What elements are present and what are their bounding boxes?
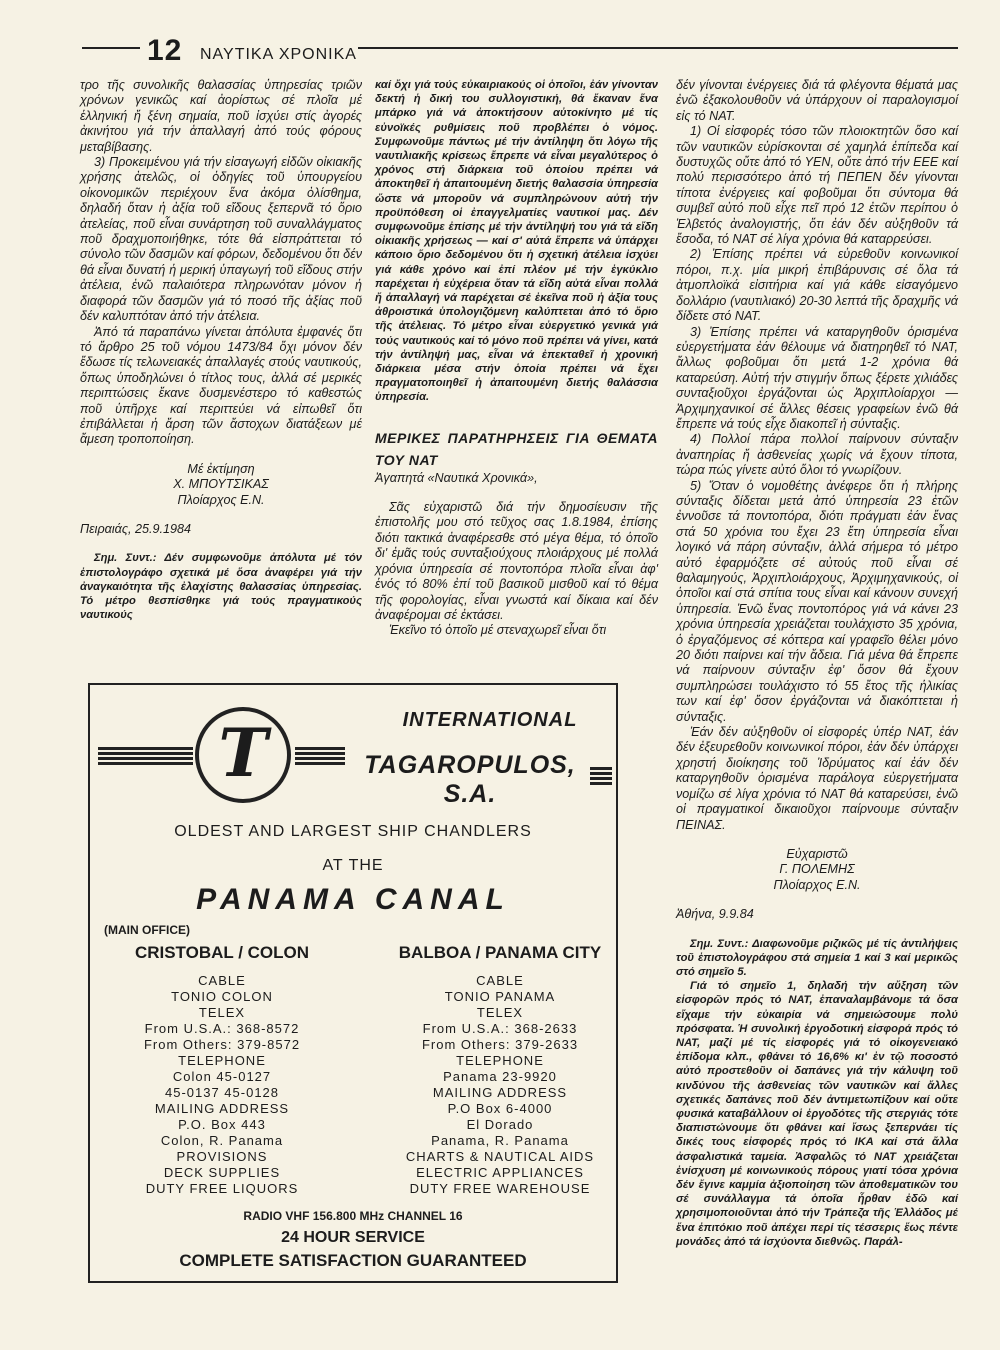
tagline: OLDEST AND LARGEST SHIP CHANDLERS [174, 823, 532, 840]
brand-line-2: TAGAROPULOS, S.A. [364, 751, 576, 808]
letter2-point-4: 4) Πολλοί πάρα πολλοί παίρνουν σύνταξιν ἀναπηρίας ἤ ἀσθενείας χωρίς νά ἔχουν τίποτα, τώρα πώς γίνετε αὐτό ὅλοι τό γνωρίζουν. [676, 432, 958, 478]
column-2 [375, 78, 658, 639]
office-right-line: TELEPHONE [456, 1053, 544, 1068]
letter2-paragraph: Σᾶς εὐχαριστῶ διά τήν δημοσίευσιν τῆς ἐπιστολῆς μου στό τεῦχος σας 1.8.1984, ἐπίσης διότι τακτικά ἀναφέρεσθε στό μέγα θέμα, τό ὁποῖο δι' ἐμᾶς τούς συνταξιούχους πλοιάρχους μέ πολλά χρόνια ὑπηρεσία σέ ποντοπόρα πλοῖα εἶναι ἀφ' ἑνός τό 80% ἐπί τοῦ βασικοῦ μισθοῦ καί τό θέμα τῆς φορολογίας, εἶναι γνωστά καί δίκαια καί δέν ἀναφέρομαι σέ ἐκτάσει. [375, 500, 658, 622]
location-panama-canal: PANAMA CANAL [196, 883, 510, 916]
letter1-closing: Μέ ἐκτίμηση [187, 461, 255, 476]
office-right-line: CABLE [476, 973, 524, 988]
letter2-closing: Εὐχαριστῶ [786, 846, 848, 861]
letter2-signer: Γ. ΠΟΛΕΜΗΣ [779, 862, 855, 877]
company-logo [195, 707, 291, 803]
office-left-line: TONIO COLON [171, 989, 273, 1004]
office-right-line: TELEX [476, 1005, 524, 1020]
letter2-paragraph: Ἐάν δέν αὐξηθοῦν οἱ εἰσφορές ὑπέρ ΝΑΤ, ἐάν δέν ἐξευρεθοῦν κοινωνικοί πόροι, ἐάν δέν ὑπάρχει χρηστή διοίκησης τοῦ Ἱδρύματος καί ἐάν δέν καταργηθοῦν ὁρισμένα παράλογα εὐεργετήματα νομίζω σέ λίγα χρόνια τό ΝΑΤ θά καταρεύσει, ἐνῶ οἱ πραγματικοί δικαιοῦχοι παίρνουμε σύνταξιν ΠΕΙΝΑΣ. [676, 725, 958, 832]
letter2-paragraph: δέν γίνονται ἐνέργειες διά τά φλέγοντα θέματά μας ἐνῶ ἐξακολουθοῦν νά ὑπάρχουν οἱ παραλογισμοί εἰς τό ΝΑΤ. [676, 78, 958, 123]
brand-line-1: INTERNATIONAL [402, 709, 578, 731]
letter2-salutation: Ἀγαπητά «Ναυτικά Χρονικά», [375, 470, 538, 485]
office-left-line: TELEPHONE [178, 1053, 266, 1068]
letter2-point-5: 5) Ὅταν ὁ νομοθέτης ἀνέφερε ὅτι ἡ πλήρης σύνταξις δίδεται μετά ἀπό ὑπηρεσία 23 ἐτῶν ἐννοῦσε τά ποντοπόρα, διότι πράγματι ἐάν ἕνας στά 50 χρόνια του ἔχει 23 ἔτη ὑπηρεσία εἶναι λογικό νά πάρη σύνταξιν, ἀλλά σήμερα τό μέτρο αὐτό ἐφαρμόζετε σέ αὐτούς ποῦ εἶναι σέ θαλαμηγούς, Ἀρχιπλοιάρχους, Ἀρχιμηχανικούς, οἱ ὁποῖοι καί στά σπίτια τους εἶναι καί κάνουν συνεχή ὑπηρεσία. Ἐνῶ ἕνας ποντοπόρος γιά νά κάνει 23 χρόνια ὑπηρεσία χρειάζεται τουλάχιστο 35 χρόνια, ὁ ἐργαζόμενος σέ κόττερα καί γραφεῖο θέλει μόνο 20 διότι παίρνει καί τήν ἄδεια. Γιά μένα θά ἔπρεπε νά παίρνουν σύνταξιν ἐφ' ὅσον θά ἔχουν συμπληρώσει τουλάχιστο τό 55 ἔτος τῆς ἡλικίας των καί ἐφ' ὅσον ἐργάζονται νά διακόπτεται ἡ σύνταξις. [676, 478, 958, 724]
tagaropulos-advertisement [88, 683, 618, 1283]
office-right-line: From U.S.A.: 368-2633 [422, 1021, 578, 1036]
office-right-line: ELECTRIC APPLIANCES [416, 1165, 584, 1180]
header-rule-left [82, 47, 140, 49]
header-rule-right [358, 47, 958, 49]
office-right-line: Panama 23-9920 [443, 1069, 557, 1084]
office-left-line: DUTY FREE LIQUORS [145, 1181, 299, 1196]
letter2-point-1: 1) Οἱ εἰσφορές τόσο τῶν πλοιοκτητῶν ὅσο καί τῶν ναυτικῶν εὑρίσκονται σέ χαμηλά ἐπίπεδα καί δυστυχῶς οὔτε ἀπό τό ΥΕΝ, οὔτε ἀπό τήν ΕΕΕ καί πολύ περισσότερο ἀπό τή ΠΕΠΕΝ δέν γίνονται τίποτα ἐνέργειες καί φοβοῦμαι ὅτι σύντομα θά συμβεῖ αὐτό ποῦ εἶχε πεῖ πρό 12 ἐτῶν περίπου ὁ Ἐλβετός ἀναλογιστής, ὅτι ἐάν δέν αὐξηθοῦν τά ἔσοδα, τό ΝΑΤ σέ λίγα χρόνια θά καταρρεύσει. [676, 124, 958, 247]
magazine-title: ΝΑΥΤΙΚΑ ΧΡΟΝΙΚΑ [200, 46, 357, 63]
article-heading: ΜΕΡΙΚΕΣ ΠΑΡΑΤΗΡΗΣΕΙΣ ΓΙΑ ΘΕΜΑΤΑ ΤΟΥ ΝΑΤ [375, 429, 658, 468]
letter2-place-date: Ἀθήνα, 9.9.84 [676, 907, 754, 922]
office-left-line: P.O. Box 443 [178, 1117, 266, 1132]
letter1-place-date: Πειραιάς, 25.9.1984 [80, 521, 191, 536]
decorative-stripes-middle [295, 747, 345, 767]
service-line: 24 HOUR SERVICE [281, 1229, 425, 1246]
office-right-line: DUTY FREE WAREHOUSE [409, 1181, 591, 1196]
office-left-line: PROVISIONS [176, 1149, 268, 1164]
office-right-details [380, 973, 620, 1197]
office-left-details [102, 973, 342, 1197]
letter1-paragraph: 3) Προκειμένου γιά τήν εἰσαγωγή εἰδῶν οἰκιακῆς χρήσης ἀτελῶς, οἱ ὁδηγίες τοῦ ὑπουργείου οἰκονομικῶν περιέχουν ἕνα ἀκόμα ὀλίσθημα, δηλαδή ὅταν ἡ ἀξία τοῦ εἴδους ξεπερνᾶ τό ὅριο ἀτελείας, ποῦ εἶναι συνάρτηση τοῦ συναλλάγματος ποῦ δραχμοποιήθηκε, τότε θά εἰσπράττεται τό σύνολο τῶν δασμῶν καί φόρων, δεδομένου ὅτι δέν θά εἶναι δυνατή ἡ μερική ὑπαγωγή τοῦ εἴδους στήν ἀτέλεια, ἐνῶ παλαιότερα πληρωνόταν μόνον ἡ διαφορά τῶν δασμῶν γιά τό ποσό τῆς ἀξίας ποῦ δέν καλυπτόταν ἀπό τήν ἀτέλεια. [80, 155, 362, 324]
page-number: 12 [147, 34, 183, 67]
office-left-line: CABLE [198, 973, 246, 988]
office-right-line: From Others: 379-2633 [421, 1037, 579, 1052]
office-right-line: TONIO PANAMA [444, 989, 556, 1004]
letter2-paragraph: Ἐκεῖνο τό ὁποῖο μέ στεναχωρεῖ εἶναι ὅτι [389, 623, 607, 638]
letter2-rank: Πλοίαρχος Ε.Ν. [773, 877, 861, 892]
letter2-point-2: 2) Ἐπίσης πρέπει νά εὑρεθοῦν κοινωνικοί πόροι, π.χ. μία μικρή ἐπιβάρυνσις σέ ὅλα τά ἀτμοπλοϊκά εἰσιτήρια καί γιά κάθε εἰσαγόμενο δολλάριο (ναυτιλιακό) 20-30 λεπτά τῆς δραχμῆς νά δίδετε στό ΝΑΤ. [676, 247, 958, 324]
office-right-line: El Dorado [466, 1117, 534, 1132]
office-left-line: DECK SUPPLIES [163, 1165, 281, 1180]
office-right-line: CHARTS & NAUTICAL AIDS [405, 1149, 595, 1164]
office-left-line: MAILING ADDRESS [154, 1101, 290, 1116]
office-right-city: BALBOA / PANAMA CITY [398, 943, 602, 962]
guarantee-line: COMPLETE SATISFACTION GUARANTEED [179, 1251, 527, 1270]
editor-note-1: Σημ. Συντ.: Δέν συμφωνοῦμε ἀπόλυτα μέ τόν ἐπιστολογράφο σχετικά μέ ὅσα ἀναφέρει γιά τήν ἀναγκαιότητα τῆς ἐλαχίστης θαλασσίας ὑπηρεσίας. Τό μέτρο θεσπίσθηκε γιά τούς πραγματικούς ναυτικούς [80, 552, 362, 622]
office-right-line: Panama, R. Panama [431, 1133, 569, 1148]
editor-note-1-cont: καί ὄχι γιά τούς εὐκαιριακούς οἱ ὁποῖοι, ἐάν γίνονταν δεκτή ἡ δική του συλλογιστική, θά ἔκαναν ἕνα μπάρκο γιά νά ἀποκτήσουν αὐτοκίνητο μέ τίς εὐνοϊκές ρυθμίσεις ποῦ προβλέπει ὁ νόμος. Συμφωνοῦμε πάντως μέ τήν ἀντίληψη ὅτι λόγω τῆς ναυτιλιακῆς κρίσεως ἔπρεπε νά εἶναι μεγαλύτερος ὁ χρόνος στή διάρκεια τοῦ ὁποίου πρέπει νά ἀποκτηθεῖ ἡ ἀπαιτουμένη διετής θαλασσία ὑπηρεσία ὥστε νά μποροῦν νά συμπληρώνουν αὐτή τήν προϋπόθεση οἱ ἐπαγγελματίες ναυτικοί μας. Δέν συμφωνοῦμε ἐπίσης μέ τήν ἀντίληψή του γιά τά εἴδη οἰκιακῆς χρήσεως — καί σ' αὐτά ἔπρεπε νά ὑπάρχει κάποιο ὅριο δεδομένου ὅτι ἡ σχετική ἀτέλεια ἰσχύει γιά κάθε χρόνο καί ἐπί πλέον μέ τήν ἐγκύκλιο παρέχεται ἡ εὐχέρεια ὅταν τά εἴδη αὐτά εἶναι πολλά ἤ ἀπαλλαγή νά παρέχεται σέ ἐκεῖνα ποῦ ἡ ἀξία τους ἀθροιστικά ὑπολογιζόμενη καλύπτεται ἀπό τό ὅριο τῆς ἀτέλειας. Τό μέτρο εἶναι εὐεργετικό γενικά γιά τούς ναυτικούς καί τό μόνο ποῦ πρέπει νά γίνει, κατά τήν ἀντίληψή μας, εἶναι νά ἐπεκταθεῖ ἡ χρονική διάρκεια μέσα στήν ὁποία πρέπει νά ἔχει πραγματοποιηθεῖ ἡ ἀπαιτουμένη διετής θαλάσσια ὑπηρεσία. [375, 79, 658, 404]
office-right-line: P.O Box 6-4000 [447, 1101, 553, 1116]
letter1-paragraph: Ἀπό τά παραπάνω γίνεται ἀπόλυτα ἐμφανές ὅτι τό ἄρθρο 25 τοῦ νόμου 1473/84 ὄχι μόνον δέν ἔδωσε τίς τελωνειακές ἀπαλλαγές στούς ναυτικούς, ὅπως ὑποδηλώνει ὁ τίτλος τους, ἀλλά σέ μερικές περιπτώσεις ἔκανε δυσμενέστερο τό καθεστώς ποῦ ὑπῆρχε καί περιττεύει νά εἰπωθεῖ ὅτι ἐπιβάλλεται ἡ ἄρση τῶν ἄστοχων διατάξεων μέ ἄμεση τροποποίηση. [80, 324, 362, 447]
editor-note-2: Γιά τό σημεῖο 1, δηλαδή τήν αὔξηση τῶν εἰσφορῶν πρός τό ΝΑΤ, ἐπαναλαμβάνομε τά ὅσα εἴχαμε τήν εὐκαιρία νά σημειώσουμε πολύ πρόσφατα. Ἡ συνολική ἐργοδοτική εἰσφορά πρός τό ΝΑΤ, μαζί μέ τίς εἰσφορές γιά τό οἰκογενειακό ἐπίδομα κλπ., φθάνει τό 16,6% κι' ἐν τῷ ποσοστό αὐτό προστεθοῦν οἱ δαπάνες γιά τήν κάλυψη τοῦ κινδύνου τῆς ἀσθενείας τῶν ναυτικῶν καί ἄλλες σχετικές δαπάνες ποῦ δέν ἀντιμετωπίζουν καί οὔτε φυσικά καταβάλλουν οἱ ἐργοδότες τῆς στεργιάς τότε διαπιστώνουμε ὅτι φθάνει καί ἴσως ξεπερνάει τίς δικές τους εἰσφορές πρός τό ΙΚΑ καί στά ἄλλα ἀσφαλιστικά ταμεία. Ἀσφαλῶς τό ΝΑΤ χρειάζεται ἐνίσχυση μέ κοινωνικούς πόρους γιατί τόσα χρόνια δέν ἔγινε καμμία ἀξιοποίηση τῶν ἀποθεματικῶν του σέ συνάλλαγμα τά ὁποῖα ἦρθαν ἐδῶ καί χρησιμοποιοῦνται ἀπό τήν Τράπεζα τῆς Ἑλλάδος μέ ἕνα ἐπιτόκιο ποῦ ἀπέχει περί τίς τέσσερις ἕως πέντε μονάδες ἀπό τά ἰσχύοντα διεθνῶς. Παράλ- [676, 980, 958, 1248]
office-left-line: From U.S.A.: 368-8572 [144, 1021, 300, 1036]
logo-letter: T [218, 714, 268, 792]
office-left-line: 45-0137 45-0128 [164, 1085, 280, 1100]
main-office-label: (MAIN OFFICE) [104, 923, 190, 937]
letter1-rank: Πλοίαρχος Ε.Ν. [177, 492, 265, 507]
office-right-line: MAILING ADDRESS [432, 1085, 568, 1100]
at-the: AT THE [322, 857, 384, 874]
column-1 [80, 78, 362, 622]
letter2-point-3: 3) Ἐπίσης πρέπει νά καταργηθοῦν ὁρισμένα εὐεργετήματα ἐάν θέλουμε νά διατηρηθεῖ τό ΝΑΤ, ἄλλως φοβοῦμαι ὅτι μετά 1-2 χρόνια θά καταρεύση. Αὐτή τήν στιγμήν ὅπως ξέρετε χιλιάδες συνταξιοῦχοι ἐργάζονται ὡς Ἀρχιπλοίαρχοι — Ἀρχιμηχανικοί σέ ἄλλες θέσεις γραφείων ἐνῶ θά ἔπρεπε νά τούς εἶχε διακοπεῖ ἡ σύνταξις. [676, 324, 958, 431]
letter1-paragraph: τρο τῆς συνολικῆς θαλασσίας ὑπηρεσίας τριῶν χρόνων γενικῶς καί ἀορίστως σέ πλοῖα μέ ἑλληνική ἤ ξένη σημαία, ποῦ ἰσχύει στίς ἀγορές ἀκινήτου γιά τήν ἀπαλλαγή ἀπό τούς φόρους μεταβίβασης. [80, 78, 362, 154]
office-left-line: TELEX [198, 1005, 246, 1020]
decorative-stripes-left [98, 747, 193, 767]
radio-info: RADIO VHF 156.800 MHz CHANNEL 16 [243, 1209, 463, 1223]
office-left-line: From Others: 379-8572 [143, 1037, 301, 1052]
office-left-line: Colon 45-0127 [172, 1069, 272, 1084]
column-3 [676, 78, 958, 1249]
letter1-signer: Χ. ΜΠΟΥΤΣΙΚΑΣ [173, 477, 269, 492]
editor-note-2: Σημ. Συντ.: Διαφωνοῦμε ριζικῶς μέ τίς ἀντιλήψεις τοῦ ἐπιστολογράφου στά σημεία 1 καί 3 καί μερικῶς στό σημεῖο 5. [676, 937, 958, 978]
office-left-line: Colon, R. Panama [160, 1133, 284, 1148]
office-left-city: CRISTOBAL / COLON [134, 943, 310, 962]
